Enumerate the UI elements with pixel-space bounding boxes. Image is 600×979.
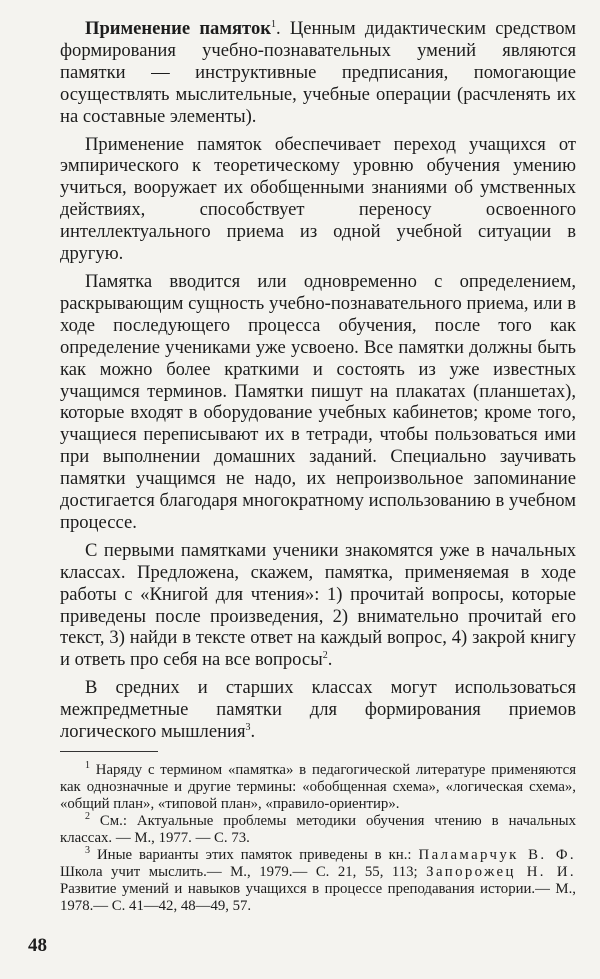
paragraph-5-text: В средних и старших классах могут использоваться межпредметные памятки для формирования приемов логического мышления bbox=[60, 677, 576, 743]
paragraph-4-end: . bbox=[327, 649, 333, 671]
paragraph-4-text: С первыми памятками ученики знакомятся уже в начальных классах. Предложена, скажем, памятка, применяемая в ходе работы с «Книгой для чтения»: 1) прочитай вопросы, которые приведены после произведения, 2) внимательно прочитай его текст, 3) найди в тексте ответ на каждый вопрос, 4) закрой книгу и ответь про себя на все вопросы bbox=[60, 539, 576, 671]
footnote-2-text: См.: Актуальные проблемы методики обучения чтению в начальных классах. — М., 1977. — С. 73. bbox=[60, 813, 576, 846]
paragraph-3: Памятка вводится или одновременно с определением, раскрывающим сущность учебно-познавательного приема, или в ходе последующего процесса обучения, после того как определение учениками уже усвоено. Все памятки должны быть как можно более краткими и состоять из уже известных учащимся терминов. Памятки пишут на плакатах (планшетах), которые входят в оборудование учебных кабинетов; кроме того, учащиеся переписывают их в тетради, чтобы пользоваться ими при выполнении домашних заданий. Специально заучивать памятки учащимся не надо, их непроизвольное запоминание достигается благодаря многократному использованию в учебном процессе. bbox=[60, 270, 576, 533]
footnote-1-text: Наряду с термином «памятка» в педагогической литературе применяются как однозначные и другие термины: «обобщенная схема», «логическая схема», «общий план», «типовой план», «правило-ориентир». bbox=[60, 762, 576, 812]
footnote-3-text-c: Развитие умений и навыков учащихся в процессе преподавания истории.— М., 1978.— С. 41—42, 48—49, 57. bbox=[60, 881, 576, 914]
paragraph-1 bbox=[60, 18, 576, 128]
footnote-divider bbox=[60, 751, 158, 752]
paragraph-2: Применение памяток обеспечивает переход учащихся от эмпирического к теоретическому уровню обучения умению учиться, вооружает их обобщенными знаниями об умственных действиях, способствует переносу освоенного интеллектуального приема из одной учебной ситуации в другую. bbox=[60, 133, 576, 265]
footnote-ref-2: 2 bbox=[322, 650, 328, 662]
section-heading: Применение памяток bbox=[85, 18, 271, 39]
footnotes bbox=[60, 762, 576, 915]
footnote-2-mark: 2 bbox=[85, 811, 90, 823]
footnote-2 bbox=[60, 813, 576, 847]
footnote-3-text-b: Школа учит мыслить.— М., 1979.— С. 21, 55, 113; bbox=[60, 864, 427, 880]
footnote-3-text-a: Иные варианты этих памяток приведены в кн.: bbox=[90, 847, 419, 863]
footnote-3-mark: 3 bbox=[85, 845, 90, 857]
footnote-ref-1: 1 bbox=[270, 18, 276, 30]
footnote-3 bbox=[60, 847, 576, 915]
main-text bbox=[60, 18, 576, 743]
paragraph-5-end: . bbox=[250, 721, 256, 743]
paragraph-4 bbox=[60, 540, 576, 671]
footnote-1-mark: 1 bbox=[85, 760, 90, 772]
footnote-3-author-2: Запорожец Н. И. bbox=[426, 864, 577, 880]
paragraph-1-text: . Ценным дидактическим средством формирования учебно-познавательных умений являются памятки — инструктивные предписания, помогающие осуществлять мыслительные, учебные операции (расчленять их на составные элементы). bbox=[60, 18, 576, 127]
footnote-1 bbox=[60, 762, 576, 813]
footnote-3-author-1: Паламарчук В. Ф. bbox=[418, 847, 577, 863]
page-number: 48 bbox=[28, 935, 47, 956]
footnote-ref-3: 3 bbox=[245, 721, 251, 733]
paragraph-5 bbox=[60, 677, 576, 743]
